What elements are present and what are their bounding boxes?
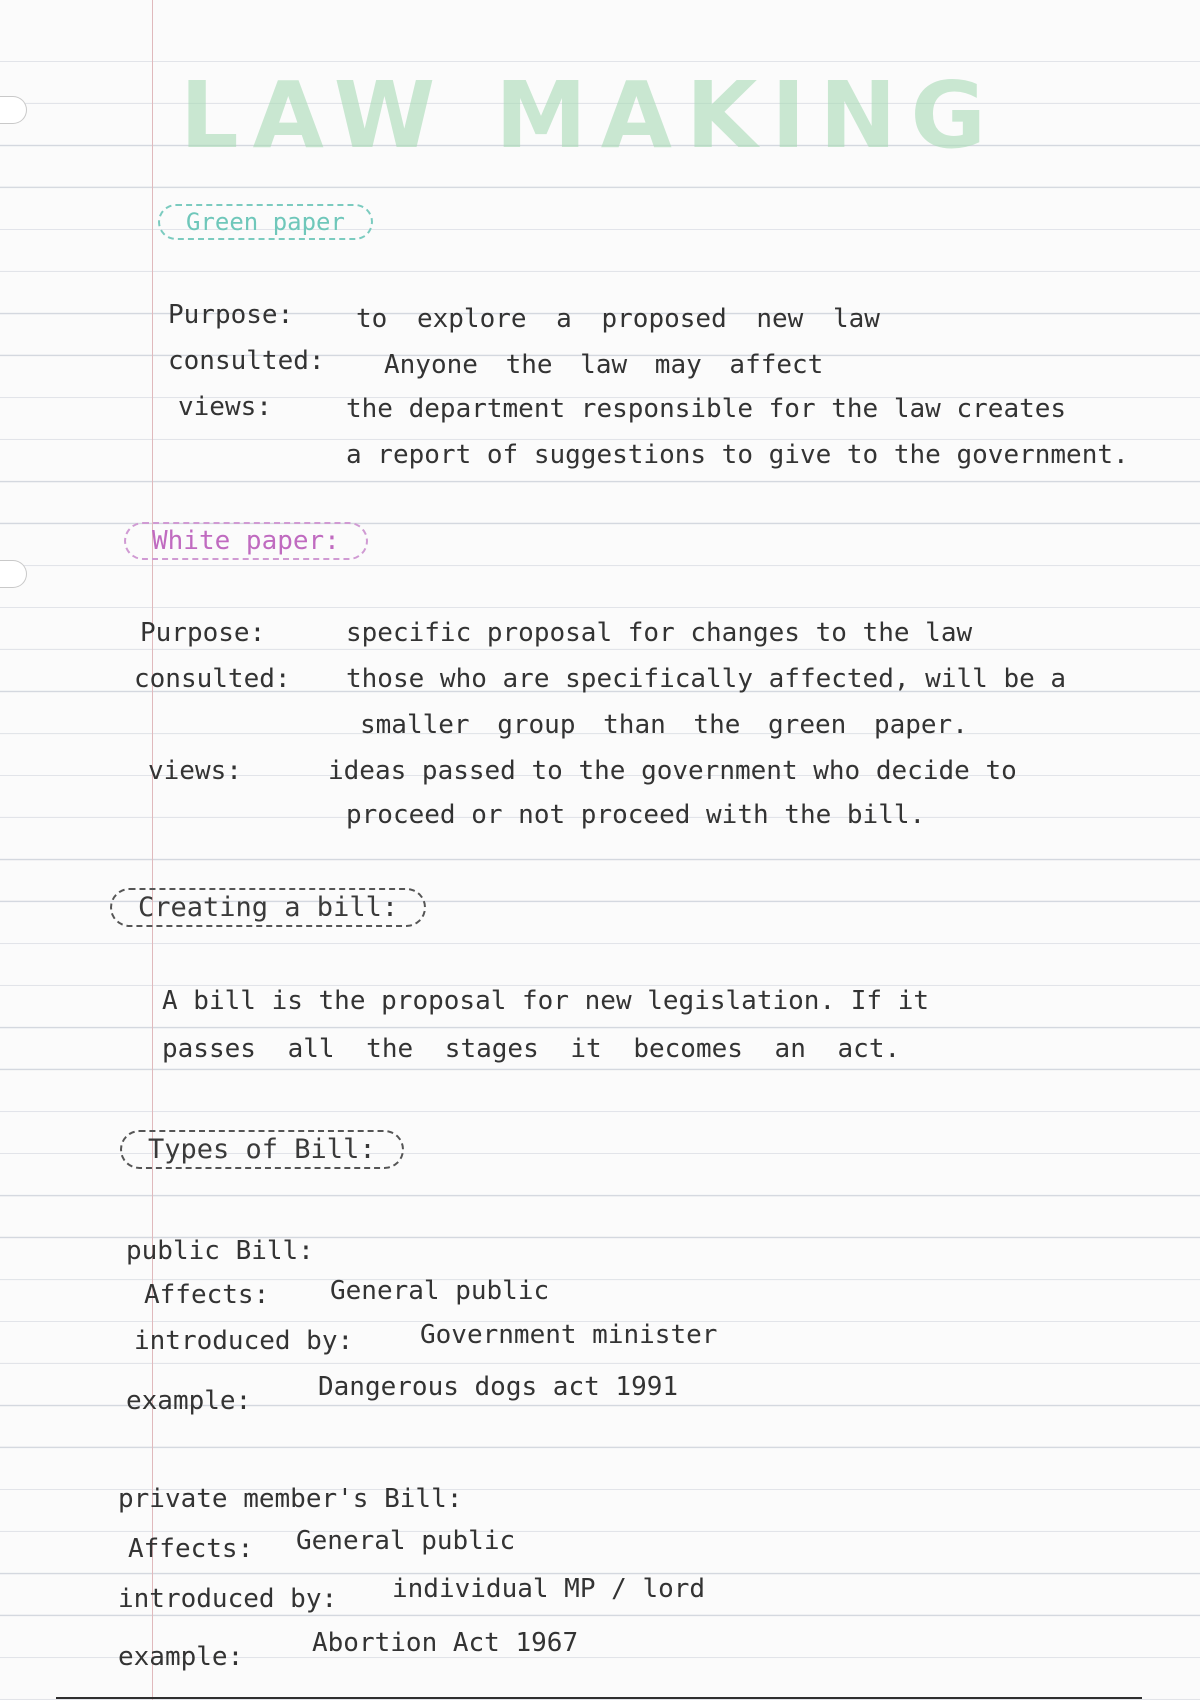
white-purpose-label: Purpose: [140,618,266,648]
page-title: LAW MAKING [180,62,1000,169]
private-introduced-label: introduced by: [118,1584,338,1614]
white-consulted-label: consulted: [134,664,291,694]
green-consulted-text: Anyone the law may affect [384,350,824,380]
white-views-line1: ideas passed to the government who decide to [328,756,1017,786]
private-bill-heading: private member's Bill: [118,1484,463,1514]
private-introduced-text: individual MP / lord [392,1574,706,1604]
white-consulted-line2: smaller group than the green paper. [360,710,968,740]
creating-bill-line1: A bill is the proposal for new legislation. If it [162,986,930,1016]
white-views-label: views: [148,756,242,786]
creating-bill-line2: passes all the stages it becomes an act. [162,1034,901,1064]
public-introduced-label: introduced by: [134,1326,354,1356]
white-paper-heading: White paper: [124,522,368,560]
margin-line [152,0,153,1700]
green-paper-heading: Green paper [158,204,373,240]
private-affects-label: Affects: [128,1534,254,1564]
green-purpose-text: to explore a proposed new law [356,304,880,334]
green-consulted-label: consulted: [168,346,325,376]
public-affects-text: General public [330,1276,550,1306]
bottom-rule [56,1697,1142,1699]
types-of-bill-heading: Types of Bill: [120,1130,404,1169]
green-views-line2: a report of suggestions to give to the government. [346,440,1129,470]
public-affects-label: Affects: [144,1280,270,1310]
punch-hole [0,96,27,124]
public-example-label: example: [126,1386,252,1416]
public-example-text: Dangerous dogs act 1991 [318,1372,679,1402]
private-affects-text: General public [296,1526,516,1556]
private-example-text: Abortion Act 1967 [312,1628,579,1658]
creating-bill-heading: Creating a bill: [110,888,426,927]
punch-hole [0,560,27,588]
white-consulted-line1: those who are specifically affected, will be a [346,664,1067,694]
white-purpose-text: specific proposal for changes to the law [346,618,973,648]
green-purpose-label: Purpose: [168,300,294,330]
green-views-line1: the department responsible for the law creates [346,394,1067,424]
public-bill-heading: public Bill: [126,1236,314,1266]
white-views-line2: proceed or not proceed with the bill. [346,800,926,830]
green-views-label: views: [178,392,272,422]
public-introduced-text: Government minister [420,1320,718,1350]
private-example-label: example: [118,1642,244,1672]
